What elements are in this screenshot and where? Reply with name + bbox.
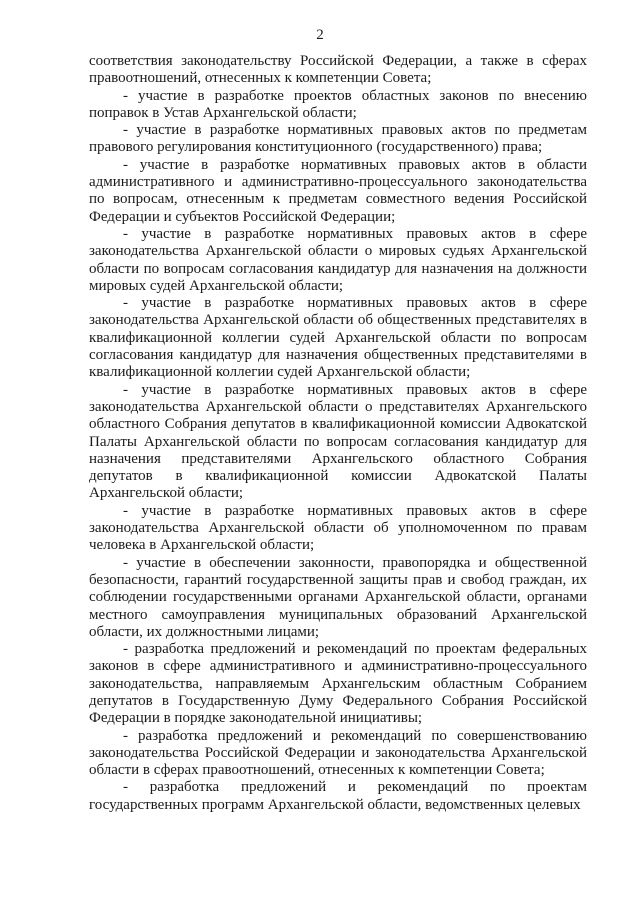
list-item: - разработка предложений и рекомендаций по проектам федеральных законов в сфере административного и административно-процессуального законодательства, направляемым Архангельским областным Собранием депутатов в Государственную Думу Федерального Собрания Российской Федерации в порядке законодательной инициативы; xyxy=(89,641,587,727)
list-item: - участие в разработке нормативных правовых актов в сфере законодательства Архангельской области об общественных представителях в квалификационной коллегии судей Архангельской области по вопросам согласования кандидатур для назначения общественных представителями в квалификационной коллегии судей Архангельской области; xyxy=(89,295,587,381)
list-item: - участие в разработке нормативных правовых актов в сфере законодательства Архангельской области о представителях Архангельского областного Собрания депутатов в квалификационной комиссии Адвокатской Палаты Архангельской области по вопросам согласования кандидатур для назначения представителями Архангельского областного Собрания депутатов в квалификационной комиссии Адвокатской Палаты Архангельской области; xyxy=(89,381,587,502)
list-item: - участие в разработке нормативных правовых актов в области административного и административно-процессуального законодательства по вопросам, отнесенным к предметам совместного ведения Российской Федерации и субъектов Российской Федерации; xyxy=(89,156,587,225)
list-item: - разработка предложений и рекомендаций по совершенствованию законодательства Российской Федерации и законодательства Архангельской области в сферах правоотношений, отнесенных к компетенции Совета; xyxy=(89,727,587,779)
list-item: - участие в разработке нормативных правовых актов по предметам правового регулирования конституционного (государственного) права; xyxy=(89,122,587,156)
paragraph-continuation: соответствия законодательству Российской Федерации, а также в сферах правоотношений, отнесенных к компетенции Совета; xyxy=(89,53,587,87)
document-body xyxy=(89,53,587,814)
list-item: - участие в разработке нормативных правовых актов в сфере законодательства Архангельской области об уполномоченном по правам человека в Архангельской области; xyxy=(89,502,587,554)
list-item: - участие в обеспечении законности, правопорядка и общественной безопасности, гарантий государственной защиты прав и свобод граждан, их соблюдении государственными органами Архангельской области, органами местного самоуправления муниципальных образований Архангельской области, их должностными лицами; xyxy=(89,554,587,640)
list-item: - участие в разработке нормативных правовых актов в сфере законодательства Архангельской области о мировых судьях Архангельской области по вопросам согласования кандидатур для назначения на должности мировых судей Архангельской области; xyxy=(89,225,587,294)
list-item: - участие в разработке проектов областных законов по внесению поправок в Устав Архангельской области; xyxy=(89,87,587,121)
page-number: 2 xyxy=(316,27,324,43)
list-item: - разработка предложений и рекомендаций по проектам государственных программ Архангельской области, ведомственных целевых xyxy=(89,779,587,813)
